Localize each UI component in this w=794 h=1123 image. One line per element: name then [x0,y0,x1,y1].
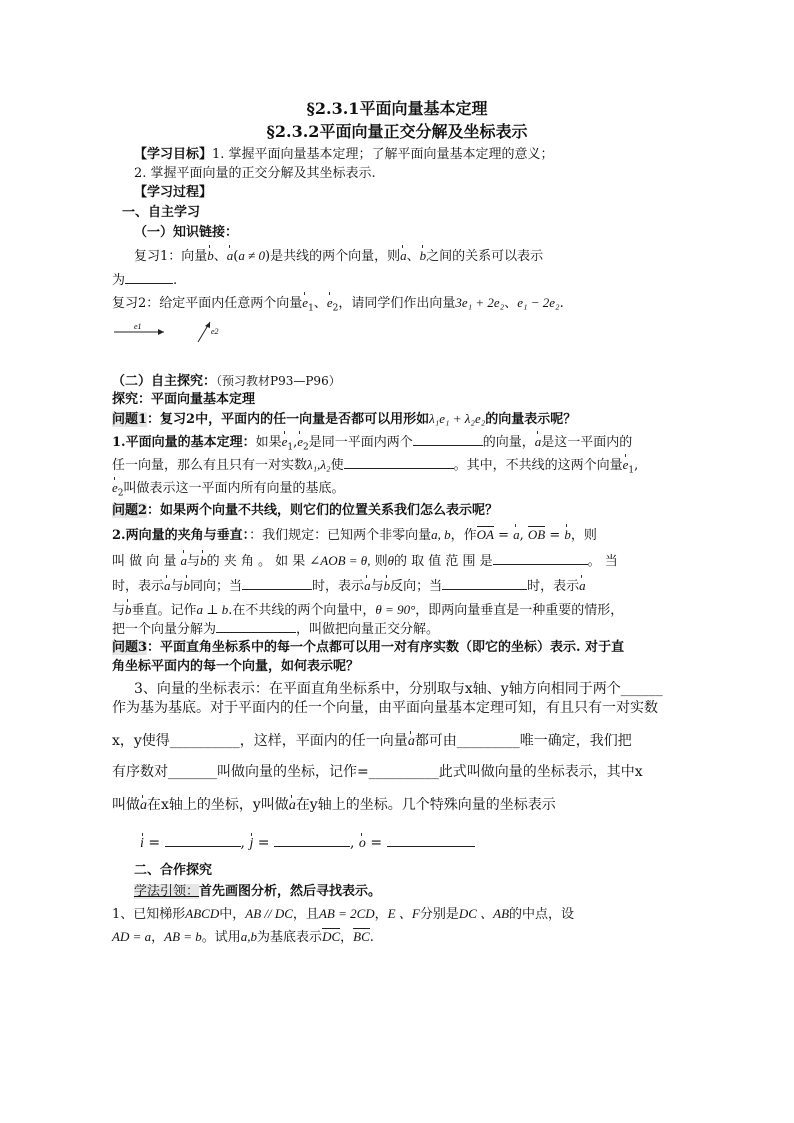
review-1-cont: 为 . [112,273,178,288]
subsection-1: （一）知识链接： [134,225,239,240]
exercise-1: 1、已知梯形ABCD中，AB // DC，且AB = 2CD，E 、F分别是DC 、AB的中点，设 [112,906,575,922]
doc-title-2: §2.3.2平面向量正交分解及坐标表示 [266,122,528,141]
section-2: 二、合作探究 [134,863,213,878]
vector-diagram [112,318,232,346]
goal-line-1 [134,146,554,164]
coord-line-4: 有序数对_______叫做向量的坐标，记作=__________此式叫做向量的坐标表示，其中x [112,764,643,780]
review-2: 复习2：给定平面内任意两个向量$e_1$、$e_2$，请同学们作出向量3e₁ + 2e₂、e₁ − 2e₂. [112,295,564,314]
question-3: 问题3：平面直角坐标系中的每一个点都可以用一对有序实数（即它的坐标）表示. 对于直 [112,640,625,655]
coord-line-3: x，y使得__________，这样，平面内的任一向量a都可由_________唯一确定，我们把 [112,733,632,749]
angle-line-2: 叫 做 向 量 a与b的 夹 角 。 如 果 ∠AOB = θ, 则θ的 取 值 范 围 是 。 当 [112,553,618,569]
angle-line-5: 把一个向量分解为 ，叫做把向量正交分解。 [112,622,440,637]
angle-line-3: 时，表示a与b同向；当 时，表示a与b反向；当 时，表示a [112,578,586,594]
theorem-line-1: 1.平面向量的基本定理：如果$e_1,e_2$是同一平面内两个 的向量，a是这一平面内的 [112,434,633,453]
process-label: 【学习过程】 [134,185,213,200]
coord-line-1: 3、向量的坐标表示：在平面直角坐标系中，分别取与x轴、y轴方向相同于两个______ [134,681,663,697]
section-1: 一、自主学习 [122,205,201,220]
e1-label: e1 [134,322,142,331]
e2-label: e2 [211,327,219,336]
question-3-cont: 角坐标平面内的每一个向量，如何表示呢？ [112,659,360,674]
special-vectors: i = , j = , o = [140,828,475,859]
goal-line-2: 2. 掌握平面向量的正交分解及其坐标表示. [134,166,376,181]
doc-title-1: §2.3.1平面向量基本定理 [306,99,488,118]
theorem-line-2: 任一向量，那么有且只有一对实数λ₁,λ₂使 。其中，不共线的这两个向量$e_1$, [112,457,639,476]
review-1: 复习1：向量b、a(a ≠ 0)是共线的两个向量，则a、b之间的关系可以表示 [134,248,544,264]
goal-label: 【学习目标】 [134,147,213,162]
method-guide: 学法引领：首先画图分析，然后寻找表示。 [134,884,382,899]
angle-line-1: 2.两向量的夹角与垂直：：我们规定：已知两个非零向量a, b，作OA = a, OB = b，则 [112,527,597,543]
explore-heading: 探究：平面向量基本定理 [112,392,256,407]
exercise-1-cont: AD = a，AB = b。试用a,b为基底表示DC，BC. [112,929,374,945]
coord-line-2: 作为基为基底。对于平面内的任一个向量，由平面向量基本定理可知，有且只有一对实数 [112,700,658,716]
subsection-2: （二）自主探究：（预习教材P93—P96） [112,374,341,389]
angle-line-4: 与b垂直。记作a ⊥ b.在不共线的两个向量中，θ = 90°，即两向量垂直是一种重要的情形， [112,602,624,618]
goal-1: 1. 掌握平面向量基本定理；了解平面向量基本定理的意义； [212,147,554,162]
theorem-line-3: $e_2$叫做表示这一平面内所有向量的基底。 [112,480,345,499]
coord-line-5: 叫做a在x轴上的坐标，y叫做a在y轴上的坐标。几个特殊向量的坐标表示 [112,797,556,813]
question-2: 问题2：如果两个向量不共线，则它们的位置关系我们怎么表示呢？ [112,503,499,518]
question-1: 问题1：复习2中，平面内的任一向量是否都可以用形如λ₁e₁ + λ₂e₂的向量表示呢？ [112,411,577,427]
